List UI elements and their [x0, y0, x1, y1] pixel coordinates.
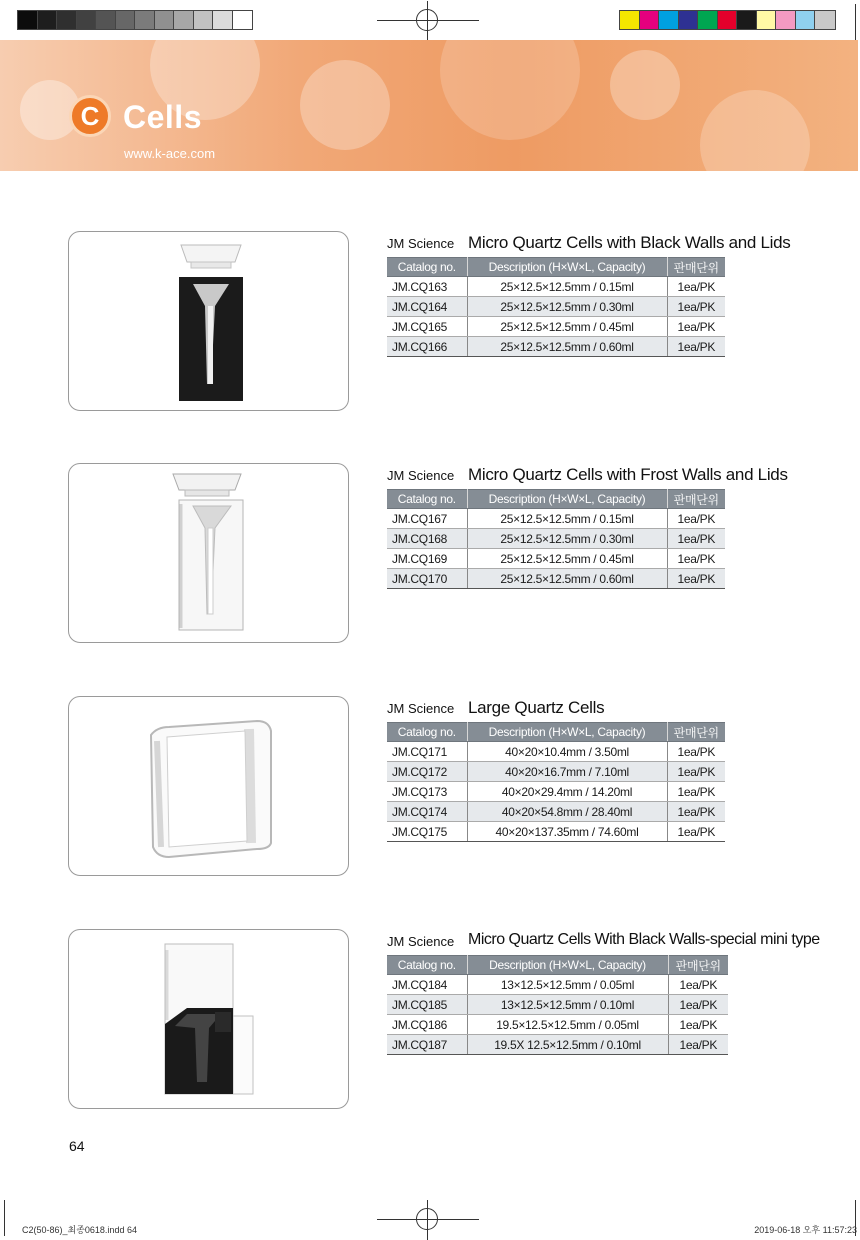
table-row: [387, 529, 725, 549]
header-description: Description (H×W×L, Capacity): [467, 258, 667, 277]
unit-cell: 1ea/PK: [667, 569, 725, 589]
unit-cell: 1ea/PK: [668, 1035, 728, 1055]
catalog-cell: JM.CQ173: [387, 782, 467, 802]
catalog-cell: JM.CQ163: [387, 277, 467, 297]
spec-table: [387, 722, 725, 842]
catalog-cell: JM.CQ172: [387, 762, 467, 782]
gray-swatch: [174, 11, 194, 29]
catalog-cell: JM.CQ185: [387, 995, 467, 1015]
description-cell: 40×20×10.4mm / 3.50ml: [467, 742, 667, 762]
gray-swatch: [38, 11, 58, 29]
process-color-swatch: [757, 11, 777, 29]
table-row: [387, 742, 725, 762]
process-color-swatch: [659, 11, 679, 29]
description-cell: 25×12.5×12.5mm / 0.15ml: [467, 509, 667, 529]
header-description: Description (H×W×L, Capacity): [467, 956, 668, 975]
process-color-swatch: [796, 11, 816, 29]
description-cell: 25×12.5×12.5mm / 0.15ml: [467, 277, 667, 297]
unit-cell: 1ea/PK: [667, 802, 725, 822]
table-row: [387, 569, 725, 589]
spec-table: [387, 489, 725, 589]
catalog-cell: JM.CQ175: [387, 822, 467, 842]
product-title: Micro Quartz Cells with Frost Walls and Lids: [468, 465, 788, 484]
crop-mark: [4, 1200, 5, 1236]
gray-swatch: [18, 11, 38, 29]
table-row: [387, 549, 725, 569]
brand-label: JM Science: [387, 701, 455, 716]
catalog-cell: JM.CQ169: [387, 549, 467, 569]
header-unit: 판매단위: [668, 956, 728, 975]
spec-table: [387, 955, 728, 1055]
process-color-swatch: [776, 11, 796, 29]
unit-cell: 1ea/PK: [667, 529, 725, 549]
gray-swatch: [135, 11, 155, 29]
catalog-cell: JM.CQ170: [387, 569, 467, 589]
description-cell: 40×20×137.35mm / 74.60ml: [467, 822, 667, 842]
process-color-swatch: [679, 11, 699, 29]
crop-mark: [855, 4, 856, 40]
grayscale-color-bar: [17, 10, 253, 30]
unit-cell: 1ea/PK: [668, 975, 728, 995]
header-catalog: Catalog no.: [387, 490, 467, 509]
gray-swatch: [213, 11, 233, 29]
table-row: [387, 975, 728, 995]
table-row: [387, 297, 725, 317]
unit-cell: 1ea/PK: [667, 549, 725, 569]
gray-swatch: [233, 11, 253, 29]
table-row: [387, 762, 725, 782]
process-color-swatch: [698, 11, 718, 29]
website-link[interactable]: www.k-ace.com: [124, 146, 216, 161]
product-title: Micro Quartz Cells With Black Walls-special mini type: [468, 931, 820, 948]
description-cell: 25×12.5×12.5mm / 0.45ml: [467, 317, 667, 337]
process-color-bar: [619, 10, 836, 30]
description-cell: 25×12.5×12.5mm / 0.30ml: [467, 297, 667, 317]
gray-swatch: [155, 11, 175, 29]
product-title: Micro Quartz Cells with Black Walls and Lids: [468, 233, 791, 252]
product-image-frame: [68, 463, 349, 643]
catalog-cell: JM.CQ171: [387, 742, 467, 762]
catalog-cell: JM.CQ168: [387, 529, 467, 549]
header-unit: 판매단위: [667, 490, 725, 509]
catalog-cell: JM.CQ184: [387, 975, 467, 995]
description-cell: 40×20×29.4mm / 14.20ml: [467, 782, 667, 802]
print-timestamp: 2019-06-18 오후 11:57:23: [754, 1225, 857, 1235]
unit-cell: 1ea/PK: [667, 317, 725, 337]
process-color-swatch: [640, 11, 660, 29]
description-cell: 25×12.5×12.5mm / 0.30ml: [467, 529, 667, 549]
description-cell: 25×12.5×12.5mm / 0.60ml: [467, 337, 667, 357]
gray-swatch: [96, 11, 116, 29]
large-quartz-cell-icon: [69, 697, 349, 876]
frost-wall-cuvette-with-lid-icon: [69, 464, 349, 643]
catalog-cell: JM.CQ167: [387, 509, 467, 529]
table-row: [387, 317, 725, 337]
unit-cell: 1ea/PK: [668, 995, 728, 1015]
process-color-swatch: [815, 11, 835, 29]
unit-cell: 1ea/PK: [667, 297, 725, 317]
registration-mark-top: [416, 9, 438, 31]
catalog-cell: JM.CQ187: [387, 1035, 467, 1055]
page-number: 64: [69, 1138, 85, 1154]
header-unit: 판매단위: [667, 258, 725, 277]
product-image-frame: [68, 929, 349, 1109]
description-cell: 19.5X 12.5×12.5mm / 0.10ml: [467, 1035, 668, 1055]
header-description: Description (H×W×L, Capacity): [467, 723, 667, 742]
table-row: [387, 509, 725, 529]
registration-mark-bottom: [416, 1208, 438, 1230]
table-row: [387, 822, 725, 842]
table-row: [387, 337, 725, 357]
gray-swatch: [57, 11, 77, 29]
unit-cell: 1ea/PK: [667, 337, 725, 357]
product-image-frame: [68, 231, 349, 411]
unit-cell: 1ea/PK: [667, 762, 725, 782]
description-cell: 13×12.5×12.5mm / 0.10ml: [467, 995, 668, 1015]
file-slug: C2(50-86)_최종0618.indd 64: [22, 1225, 137, 1235]
description-cell: 25×12.5×12.5mm / 0.45ml: [467, 549, 667, 569]
unit-cell: 1ea/PK: [667, 782, 725, 802]
brand-label: JM Science: [387, 934, 455, 949]
mini-black-wall-cuvette-icon: [69, 930, 349, 1109]
process-color-swatch: [718, 11, 738, 29]
description-cell: 25×12.5×12.5mm / 0.60ml: [467, 569, 667, 589]
catalog-cell: JM.CQ186: [387, 1015, 467, 1035]
description-cell: 13×12.5×12.5mm / 0.05ml: [467, 975, 668, 995]
table-row: [387, 1015, 728, 1035]
description-cell: 40×20×16.7mm / 7.10ml: [467, 762, 667, 782]
unit-cell: 1ea/PK: [668, 1015, 728, 1035]
description-cell: 40×20×54.8mm / 28.40ml: [467, 802, 667, 822]
gray-swatch: [77, 11, 97, 29]
gray-swatch: [194, 11, 214, 29]
table-row: [387, 995, 728, 1015]
header-unit: 판매단위: [667, 723, 725, 742]
table-row: [387, 277, 725, 297]
table-row: [387, 1035, 728, 1055]
product-title: Large Quartz Cells: [468, 698, 605, 717]
header-description: Description (H×W×L, Capacity): [467, 490, 667, 509]
black-wall-cuvette-with-lid-icon: [69, 232, 349, 411]
spec-table: [387, 257, 725, 357]
gray-swatch: [116, 11, 136, 29]
process-color-swatch: [737, 11, 757, 29]
header-catalog: Catalog no.: [387, 258, 467, 277]
unit-cell: 1ea/PK: [667, 822, 725, 842]
brand-label: JM Science: [387, 236, 455, 251]
header-catalog: Catalog no.: [387, 956, 467, 975]
catalog-cell: JM.CQ174: [387, 802, 467, 822]
section-logo: C: [69, 95, 111, 137]
table-row: [387, 782, 725, 802]
catalog-cell: JM.CQ165: [387, 317, 467, 337]
table-row: [387, 802, 725, 822]
catalog-cell: JM.CQ166: [387, 337, 467, 357]
description-cell: 19.5×12.5×12.5mm / 0.05ml: [467, 1015, 668, 1035]
unit-cell: 1ea/PK: [667, 742, 725, 762]
brand-label: JM Science: [387, 468, 455, 483]
process-color-swatch: [620, 11, 640, 29]
catalog-cell: JM.CQ164: [387, 297, 467, 317]
unit-cell: 1ea/PK: [667, 509, 725, 529]
unit-cell: 1ea/PK: [667, 277, 725, 297]
section-title: Cells: [123, 99, 202, 135]
header-catalog: Catalog no.: [387, 723, 467, 742]
product-image-frame: [68, 696, 349, 876]
